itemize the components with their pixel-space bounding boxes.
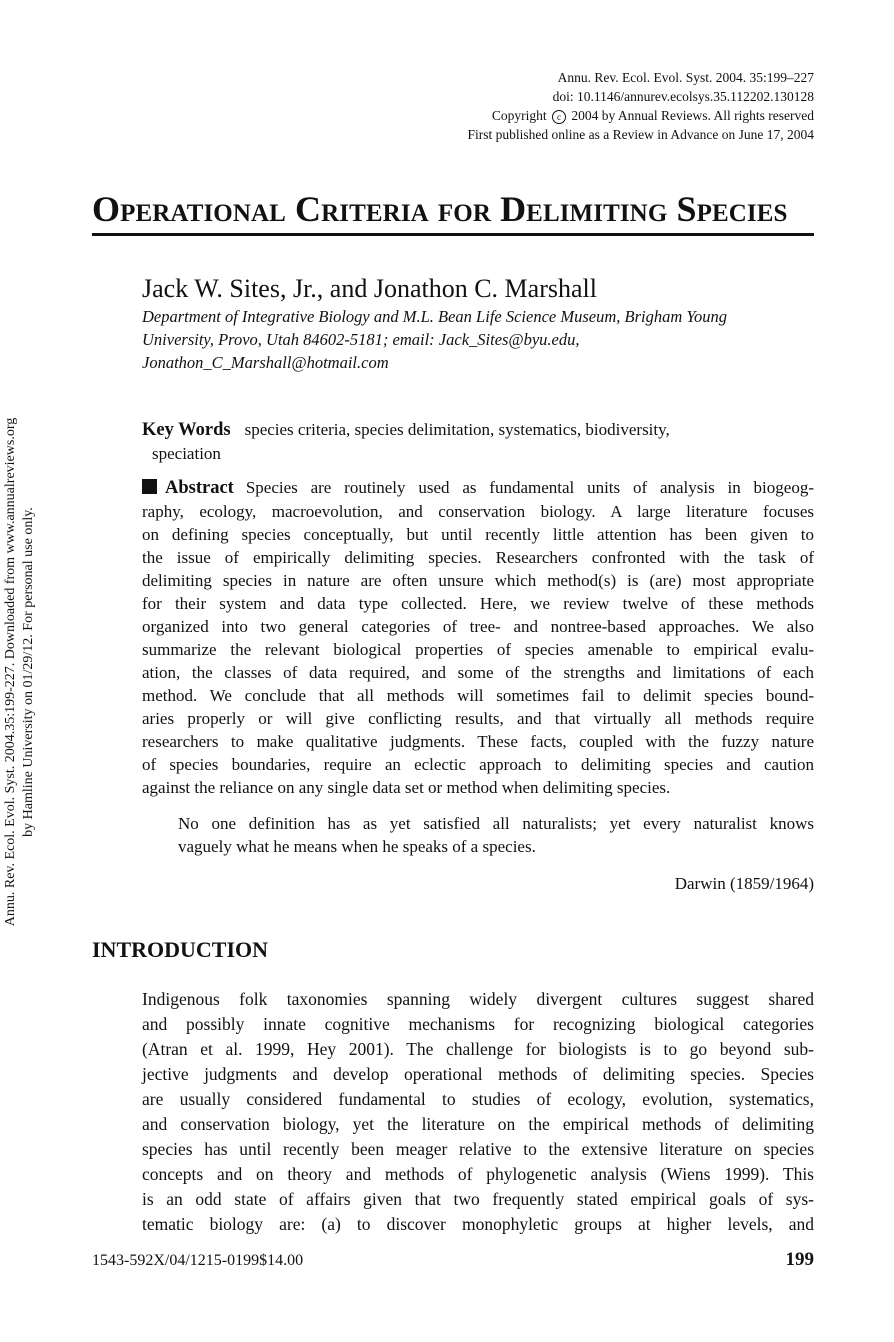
copyright-prefix: Copyright	[491, 108, 547, 123]
abstract-line: Abstract Species are routinely used as fundamental units of analysis in biogeog-	[142, 476, 814, 500]
epigraph-line: vaguely what he means when he speaks of a species.	[178, 837, 536, 856]
copyright-icon: c	[552, 110, 566, 124]
abstract-line: raphy, ecology, macroevolution, and conservation biology. A large literature focuses	[142, 502, 814, 521]
abstract-line: delimiting species in nature are often unsure which method(s) is (are) most appropriate	[142, 571, 814, 590]
keywords-block	[142, 418, 814, 465]
title-divider	[92, 233, 814, 236]
page-number: 199	[785, 1249, 814, 1270]
epigraph-source: Darwin (1859/1964)	[674, 874, 814, 893]
body-line: jective judgments and develop operational methods of delimiting species. Species	[142, 1064, 814, 1084]
epigraph-quote	[178, 812, 814, 858]
abstract-line: organized into two general categories of tree- and nontree-based approaches. We also	[142, 617, 814, 636]
abstract-line: on defining species conceptually, but until recently little attention has been given to	[142, 525, 814, 544]
abstract-line: against the reliance on any single data set or method when delimiting species.	[142, 778, 671, 797]
body-line: (Atran et al. 1999, Hey 2001). The challenge for biologists is to go beyond sub-	[142, 1039, 814, 1059]
abstract-block	[142, 476, 814, 799]
body-line: species has until recently been meager relative to the extensive literature on species	[142, 1139, 814, 1159]
copyright-line	[468, 106, 814, 125]
body-line: and conservation biology, yet the literature on the empirical methods of delimiting	[142, 1114, 814, 1134]
keywords-line	[142, 418, 814, 442]
download-notice-line: by Hamline University on 01/29/12. For personal use only.	[21, 507, 36, 837]
doi-text: doi: 10.1146/annurev.ecolsys.35.112202.130128	[552, 89, 814, 104]
keywords-text: species criteria, species delimitation, systematics, biodiversity,	[244, 420, 670, 439]
introduction-paragraph	[142, 987, 814, 1237]
square-bullet-icon	[142, 479, 157, 494]
issn-code: 1543-592X/04/1215-0199$14.00	[92, 1252, 304, 1269]
abstract-line: summarize the relevant biological properties of species amenable to empirical evalu-	[142, 640, 814, 659]
keywords-label: Key Words	[142, 420, 231, 440]
journal-citation-block	[468, 68, 814, 144]
abstract-line: of species boundaries, require an eclectic approach to delimiting species and caution	[142, 755, 814, 774]
abstract-line: the issue of empirically delimiting species. Researchers confronted with the task of	[142, 548, 814, 567]
body-line: are usually considered fundamental to studies of ecology, evolution, systematics,	[142, 1089, 814, 1109]
affiliation-line: Jonathon_C_Marshall@hotmail.com	[142, 353, 389, 372]
section-heading: INTRODUCTION	[92, 937, 269, 962]
body-line: concepts and on theory and methods of phylogenetic analysis (Wiens 1999). This	[142, 1164, 814, 1184]
abstract-line: aries properly or will give conflicting results, and that virtually all methods require	[142, 709, 814, 728]
publication-date: First published online as a Review in Advance on June 17, 2004	[467, 127, 814, 142]
abstract-label: Abstract	[165, 478, 234, 498]
body-line: and possibly innate cognitive mechanisms for recognizing biological categories	[142, 1014, 814, 1034]
article-authors: Jack W. Sites, Jr., and Jonathon C. Marshall	[142, 274, 597, 303]
author-affiliation	[142, 305, 822, 374]
body-line: is an odd state of affairs given that two frequently stated empirical goals of sys-	[142, 1189, 814, 1209]
body-line: Indigenous folk taxonomies spanning widely divergent cultures suggest shared	[142, 989, 814, 1009]
abstract-line: for their system and data type collected. Here, we review twelve of these methods	[142, 594, 814, 613]
keywords-text-continued: speciation	[152, 444, 221, 463]
body-line: tematic biology are: (a) to discover monophyletic groups at higher levels, and	[142, 1214, 814, 1234]
article-title: Operational Criteria for Delimiting Species	[92, 189, 788, 229]
abstract-line: method. We conclude that all methods will sometimes fail to delimit species bound-	[142, 686, 814, 705]
copyright-suffix: 2004 by Annual Reviews. All rights reserved	[571, 108, 814, 123]
affiliation-line: Department of Integrative Biology and M.L. Bean Life Science Museum, Brigham Young	[142, 307, 728, 326]
abstract-line: researchers to make qualitative judgments. These facts, coupled with the fuzzy nature	[142, 732, 814, 751]
epigraph-line: No one definition has as yet satisfied all naturalists; yet every naturalist knows	[178, 814, 814, 833]
abstract-line: ation, the classes of data required, and some of the strengths and limitations of each	[142, 663, 814, 682]
download-notice-line: Annu. Rev. Ecol. Evol. Syst. 2004.35:199-227. Downloaded from www.annualreviews.org	[3, 417, 18, 927]
journal-citation: Annu. Rev. Ecol. Evol. Syst. 2004. 35:199–227	[557, 70, 814, 85]
affiliation-line: University, Provo, Utah 84602-5181; email: Jack_Sites@byu.edu,	[142, 330, 580, 349]
